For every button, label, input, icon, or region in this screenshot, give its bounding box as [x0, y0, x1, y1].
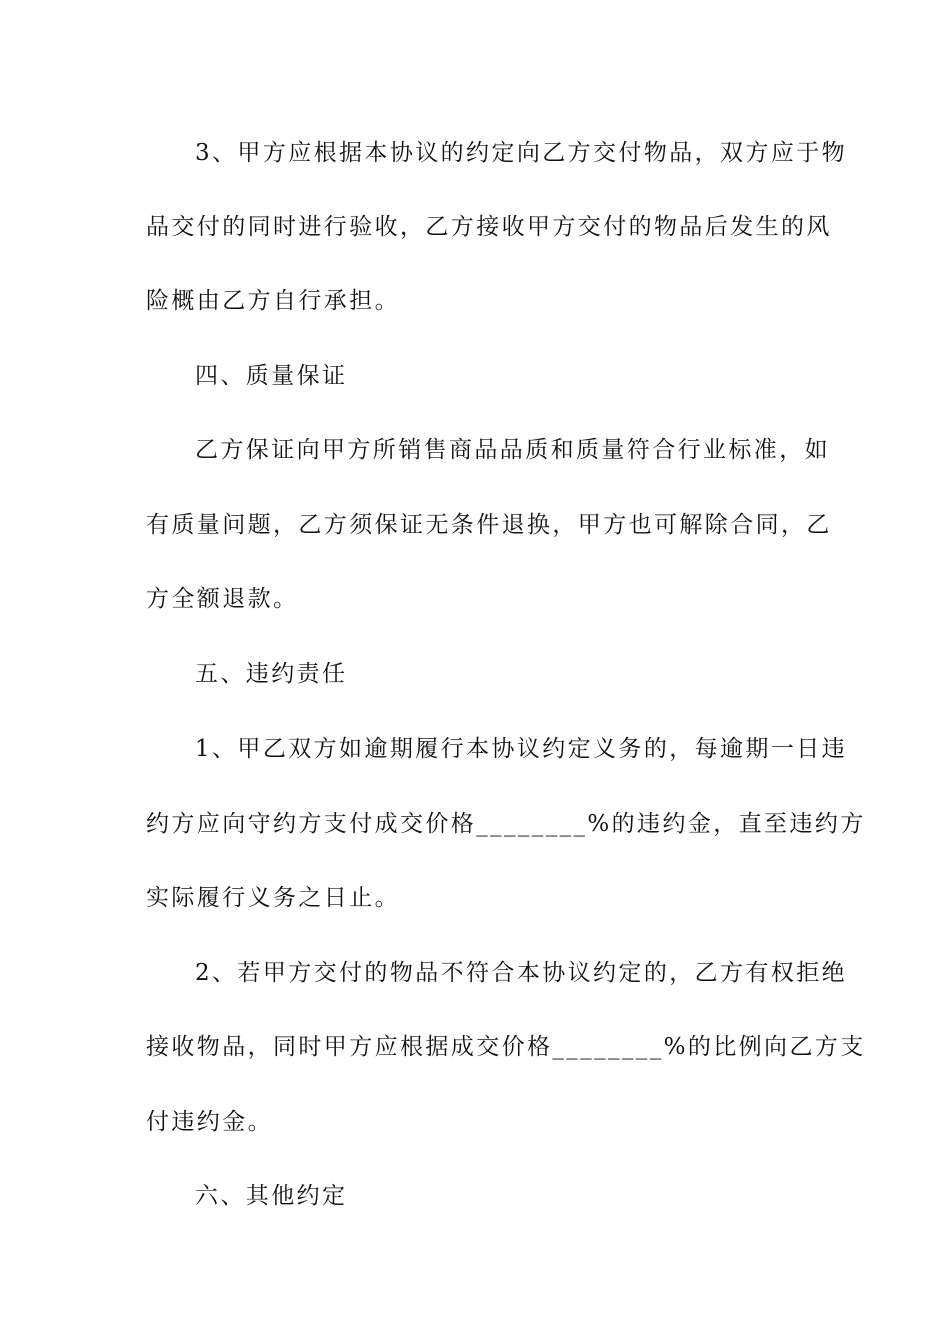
section-heading-quality: 四、质量保证 — [195, 363, 348, 389]
breach-2-line-1: 2、若甲方交付的物品不符合本协议约定的，乙方有权拒绝 — [195, 960, 848, 986]
quality-line-2: 有质量问题，乙方须保证无条件退换，甲方也可解除合同，乙 — [146, 512, 832, 538]
breach-2-line-3: 付违约金。 — [146, 1109, 273, 1135]
quality-line-3: 方全额退款。 — [146, 586, 299, 612]
clause-3-line-1: 3、甲方应根据本协议的约定向乙方交付物品，双方应于物 — [195, 140, 848, 166]
clause-3-line-2: 品交付的同时进行验收，乙方接收甲方交付的物品后发生的风 — [146, 214, 832, 240]
breach-2-line-2: 接收物品，同时甲方应根据成交价格________%的比例向乙方支 — [146, 1034, 866, 1060]
breach-1-line-1: 1、甲乙双方如逾期履行本协议约定义务的，每逾期一日违 — [195, 736, 848, 762]
section-heading-other: 六、其他约定 — [195, 1183, 348, 1209]
breach-1-line-2: 约方应向守约方支付成交价格________%的违约金，直至违约方 — [146, 811, 866, 837]
clause-3-line-3: 险概由乙方自行承担。 — [146, 288, 400, 314]
quality-line-1: 乙方保证向甲方所销售商品品质和质量符合行业标准，如 — [195, 437, 830, 463]
section-heading-breach: 五、违约责任 — [195, 661, 348, 687]
breach-1-line-3: 实际履行义务之日止。 — [146, 885, 400, 911]
